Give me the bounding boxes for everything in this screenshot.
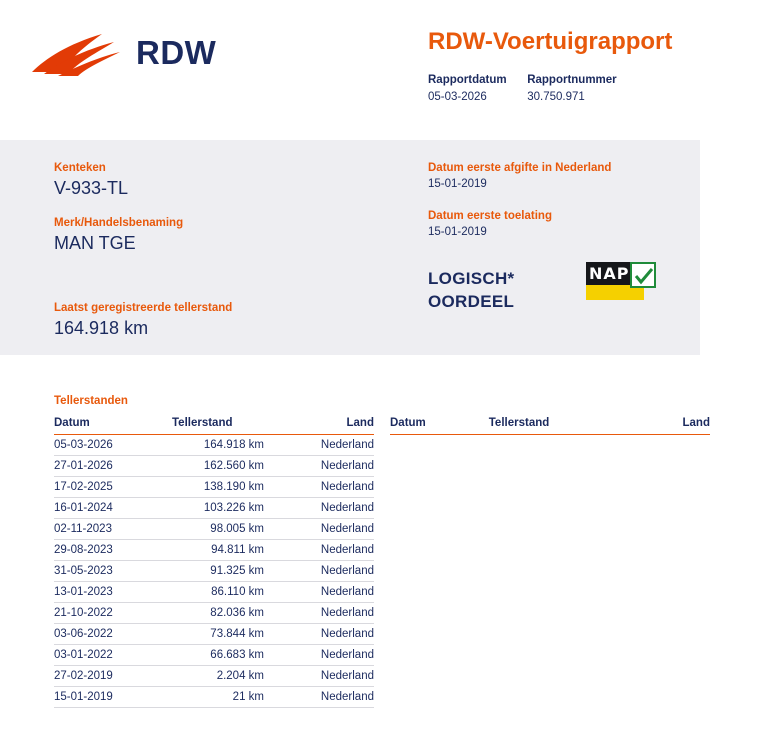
cell-reading: 162.560 km (154, 456, 264, 477)
judgement-line-1: LOGISCH* (428, 269, 515, 288)
report-number-block (527, 74, 616, 103)
cell-date: 16-01-2024 (54, 498, 154, 519)
cell-country: Nederland (264, 561, 374, 582)
column-header-reading: Tellerstand (154, 415, 264, 435)
cell-reading: 2.204 km (154, 666, 264, 687)
cell-country: Nederland (264, 435, 374, 456)
nap-logo-text: NAP (589, 264, 630, 283)
cell-reading: 138.190 km (154, 477, 264, 498)
cell-date: 03-06-2022 (54, 624, 154, 645)
cell-country: Nederland (264, 498, 374, 519)
cell-date: 17-02-2025 (54, 477, 154, 498)
cell-country: Nederland (264, 666, 374, 687)
table-row (54, 477, 374, 498)
cell-date: 21-10-2022 (54, 603, 154, 624)
brand-label: Merk/Handelsbenaming (54, 217, 184, 229)
table-row (54, 582, 374, 603)
cell-country: Nederland (264, 624, 374, 645)
odometer-table-left (54, 415, 374, 708)
column-header-reading: Tellerstand (471, 415, 648, 435)
report-number-value: 30.750.971 (527, 91, 585, 103)
cell-reading: 91.325 km (154, 561, 264, 582)
judgement-text (428, 268, 514, 314)
cell-reading: 86.110 km (154, 582, 264, 603)
cell-reading: 164.918 km (154, 435, 264, 456)
brand-value: MAN TGE (54, 233, 136, 253)
cell-date: 29-08-2023 (54, 540, 154, 561)
table-row (54, 540, 374, 561)
last-odometer-label: Laatst geregistreerde tellerstand (54, 302, 233, 314)
cell-date: 27-01-2026 (54, 456, 154, 477)
page-header (0, 0, 777, 130)
vehicle-identity-block (54, 162, 384, 272)
cell-country: Nederland (264, 645, 374, 666)
cell-reading: 98.005 km (154, 519, 264, 540)
vehicle-summary-panel (0, 140, 700, 355)
table-row (54, 666, 374, 687)
cell-country: Nederland (264, 519, 374, 540)
report-date-value: 05-03-2026 (428, 91, 487, 103)
first-admission-label: Datum eerste toelating (428, 210, 552, 222)
cell-date: 15-01-2019 (54, 687, 154, 708)
first-issue-nl-label: Datum eerste afgifte in Nederland (428, 162, 612, 174)
first-issue-nl-value: 15-01-2019 (428, 178, 487, 190)
table-row (54, 561, 374, 582)
odometer-section-title: Tellerstanden (54, 395, 128, 407)
cell-country: Nederland (264, 456, 374, 477)
table-row (54, 435, 374, 456)
check-icon (630, 262, 656, 288)
cell-reading: 94.811 km (154, 540, 264, 561)
cell-country: Nederland (264, 477, 374, 498)
report-meta (428, 74, 758, 103)
table-row (54, 603, 374, 624)
table-row (54, 519, 374, 540)
table-row (54, 687, 374, 708)
column-header-country: Land (264, 415, 374, 435)
vehicle-dates-block (428, 162, 678, 258)
report-date-label: Rapportdatum (428, 74, 507, 86)
cell-country: Nederland (264, 603, 374, 624)
license-plate-value: V-933-TL (54, 178, 129, 198)
nap-logo (586, 262, 656, 300)
first-admission-value: 15-01-2019 (428, 226, 487, 238)
rdw-logo-text: RDW (136, 34, 217, 71)
cell-date: 02-11-2023 (54, 519, 154, 540)
cell-reading: 82.036 km (154, 603, 264, 624)
table-header-row (54, 415, 374, 435)
table-header-row (390, 415, 710, 435)
cell-country: Nederland (264, 582, 374, 603)
report-number-label: Rapportnummer (527, 74, 617, 86)
report-title: RDW-Voertuigrapport (428, 28, 673, 55)
cell-date: 13-01-2023 (54, 582, 154, 603)
column-header-date: Datum (54, 415, 154, 435)
table-row (54, 645, 374, 666)
license-plate-label: Kenteken (54, 162, 106, 174)
cell-date: 31-05-2023 (54, 561, 154, 582)
judgement-line-2: OORDEEL (428, 291, 515, 311)
last-odometer-block (54, 302, 232, 357)
table-row (54, 624, 374, 645)
cell-date: 05-03-2026 (54, 435, 154, 456)
rdw-flame-icon (28, 28, 128, 80)
odometer-table-right (390, 415, 710, 435)
last-odometer-value: 164.918 km (54, 318, 149, 338)
cell-reading: 21 km (154, 687, 264, 708)
cell-country: Nederland (264, 540, 374, 561)
cell-country: Nederland (264, 687, 374, 708)
cell-reading: 73.844 km (154, 624, 264, 645)
table-row (54, 498, 374, 519)
cell-date: 03-01-2022 (54, 645, 154, 666)
cell-reading: 66.683 km (154, 645, 264, 666)
rdw-logo (28, 20, 248, 90)
column-header-date: Datum (390, 415, 471, 435)
column-header-country: Land (648, 415, 710, 435)
table-row (54, 456, 374, 477)
report-date-block (428, 74, 524, 103)
cell-date: 27-02-2019 (54, 666, 154, 687)
cell-reading: 103.226 km (154, 498, 264, 519)
